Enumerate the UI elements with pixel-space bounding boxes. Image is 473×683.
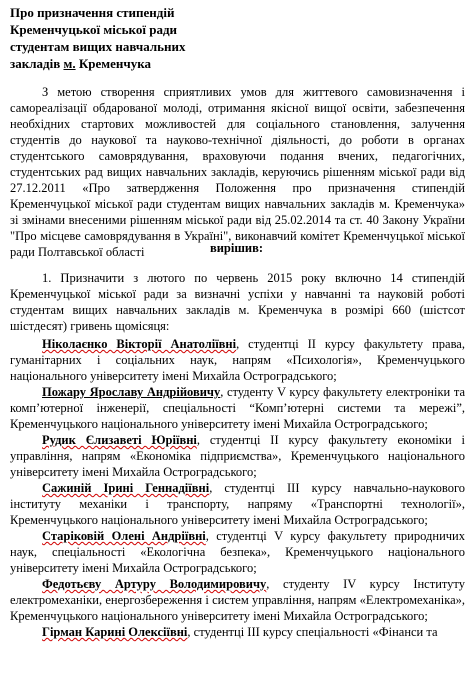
recipient-item xyxy=(10,336,465,384)
recipient-details: , студентці ІІ курсу факультету економіки і управління, напрям «Економіка підприємства», Кременчуцького національного університету імені Михайла Остроградського; xyxy=(10,433,465,479)
recipient-name: Гірман Карині Олексіївні xyxy=(42,625,188,639)
title-line-4-c: Кременчука xyxy=(75,56,151,71)
recipient-item xyxy=(10,528,465,576)
recipient-name: Пожару Ярославу Андрійовичу xyxy=(42,385,221,399)
title-line-4-a: закладів xyxy=(10,56,64,71)
title-line-1: Про призначення стипендій xyxy=(10,5,175,20)
recipients-list xyxy=(10,336,465,640)
recipient-item xyxy=(10,624,465,640)
recipient-details: , студентці ІІ курсу факультету права, гуманітарних і соціальних наук, напрям «Психологія», Кременчуцького національного університету імені Михайла Остроградського; xyxy=(10,337,465,383)
recipient-item xyxy=(10,480,465,528)
recipient-name: Сажиній Ірині Геннадіївні xyxy=(42,481,210,495)
recipient-details: , студенту V курсу факультету електроніки та комп’ютерної інженерії, спеціальності “Комп’ютерні системи та мережі”, Кременчуцького національного університету імені Михайла Остроградського; xyxy=(10,385,465,431)
point-1-paragraph: 1. Призначити з лютого по червень 2015 року включно 14 стипендій Кременчуцької міської ради за визначні успіхи у навчанні та науковій роботі студентам вищих навчальних закладів м. Кременчука в розмірі 660 (шістсот шістдесят) гривень щомісяця: xyxy=(10,271,465,333)
preamble-paragraph: З метою створення сприятливих умов для життевого самовизначення і самореалізації обдарованої молоді, отримання якісної вищої освіти, забезпечення необхідних стартових можливостей для соціального становлення, залучення студентів до наукової та науково-технічної діяльності, до роботи в органах студентського самоврядування, враховуючи подання вчених, педагогічних, студентських рад вищих навчальних закладів, керуючись рішенням міської ради від 27.12.2011 «Про затвердження Положення про призначення стипендій Кременчуцької міської ради студентам вищих навчальних закладів м. Кременчука» зі змінами внесеними рішенням міської ради від 25.02.2014 та ст. 40 Закону України "Про місцеве самоврядування в Україні", виконавчий комітет Кременчуцької міської ради Полтавської області xyxy=(10,85,465,259)
title-line-3: студентам вищих навчальних xyxy=(10,39,186,54)
recipient-details: , студенту IV курсу Інституту електромеханіки, енергозбереження і систем управління, напрям «Електромеханіка», Кременчуцького національного університету імені Михайла Остроградського; xyxy=(10,577,465,623)
recipient-details: , студентці ІІІ курсу спеціальності «Фінанси та xyxy=(187,625,438,639)
recipient-details: , студентці ІІІ курсу навчально-наукового інституту механіки і транспорту, напряму «Транспортні технології», Кременчуцького національного університету імені Михайла Остроградського; xyxy=(10,481,466,527)
title-line-4-b: м. xyxy=(63,56,76,71)
recipient-name: Рудик Єлизаветі Юріївні xyxy=(42,433,197,447)
recipient-item xyxy=(10,432,465,480)
document-title xyxy=(10,4,270,72)
decided-heading: вирішив: xyxy=(209,241,264,255)
recipient-item xyxy=(10,384,465,432)
recipient-name: Ніколаєнко Вікторії Анатоліївні xyxy=(42,337,237,351)
recipient-name: Федотьєву Артуру Володимировичу xyxy=(42,577,267,591)
recipient-item xyxy=(10,576,465,624)
recipient-name: Старіковій Олені Андріївні xyxy=(42,529,206,543)
recipient-details: , студентці V курсу факультету природничих наук, спеціальності «Екологічна безпека», Кременчуцького національного університету імені Михайла Остроградського; xyxy=(10,529,465,575)
title-line-2: Кременчуцької міської ради xyxy=(10,22,178,37)
title-line-4 xyxy=(10,55,270,72)
